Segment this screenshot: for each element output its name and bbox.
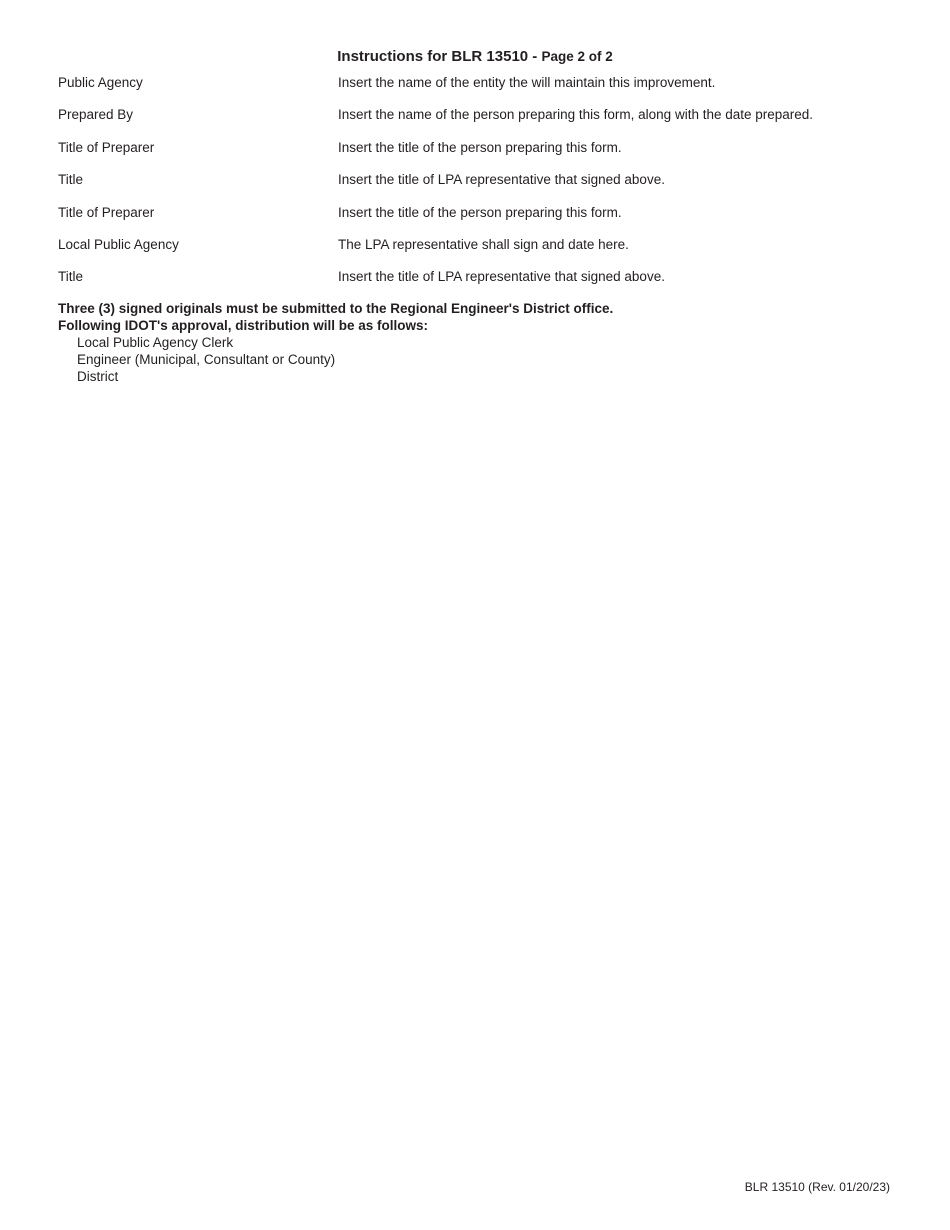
field-name: Prepared By	[58, 107, 134, 123]
field-description: Insert the name of the person preparing this form, along with the date prepared.	[338, 107, 814, 123]
field-name: Public Agency	[58, 75, 143, 90]
instruction-row	[58, 106, 908, 138]
field-name: Title	[58, 269, 84, 285]
distribution-item: Engineer (Municipal, Consultant or County)	[77, 352, 336, 367]
field-name: Local Public Agency	[58, 236, 179, 252]
field-description: Insert the title of LPA representative that signed above.	[338, 172, 665, 188]
instruction-row	[58, 171, 908, 203]
instruction-row	[58, 74, 908, 106]
field-name: Title of Preparer	[58, 204, 155, 220]
distribution-item: Local Public Agency Clerk	[77, 335, 234, 350]
field-description: The LPA representative shall sign and date here.	[338, 236, 629, 252]
instruction-row	[58, 204, 908, 236]
submission-requirement: Three (3) signed originals must be submitted to the Regional Engineer's District office.	[58, 301, 614, 316]
field-name: Title	[58, 172, 84, 188]
field-name: Title of Preparer	[58, 139, 155, 155]
field-description: Insert the title of LPA representative that signed above.	[338, 269, 665, 285]
submission-notice	[58, 300, 613, 385]
field-description: Insert the title of the person preparing this form.	[338, 139, 622, 155]
field-description: Insert the title of the person preparing this form.	[338, 204, 622, 220]
instruction-row	[58, 268, 908, 300]
instruction-row	[58, 139, 908, 171]
distribution-heading: Following IDOT's approval, distribution will be as follows:	[58, 318, 428, 333]
form-revision-footer: BLR 13510 (Rev. 01/20/23)	[744, 1180, 890, 1194]
page-title-main: Instructions for BLR 13510 -	[337, 48, 542, 65]
distribution-item: District	[77, 369, 119, 384]
instructions-list	[58, 74, 908, 301]
instruction-row	[58, 236, 908, 268]
page-number: Page 2 of 2	[541, 49, 613, 64]
page-title	[0, 47, 950, 67]
field-description: Insert the name of the entity the will maintain this improvement.	[338, 75, 716, 90]
